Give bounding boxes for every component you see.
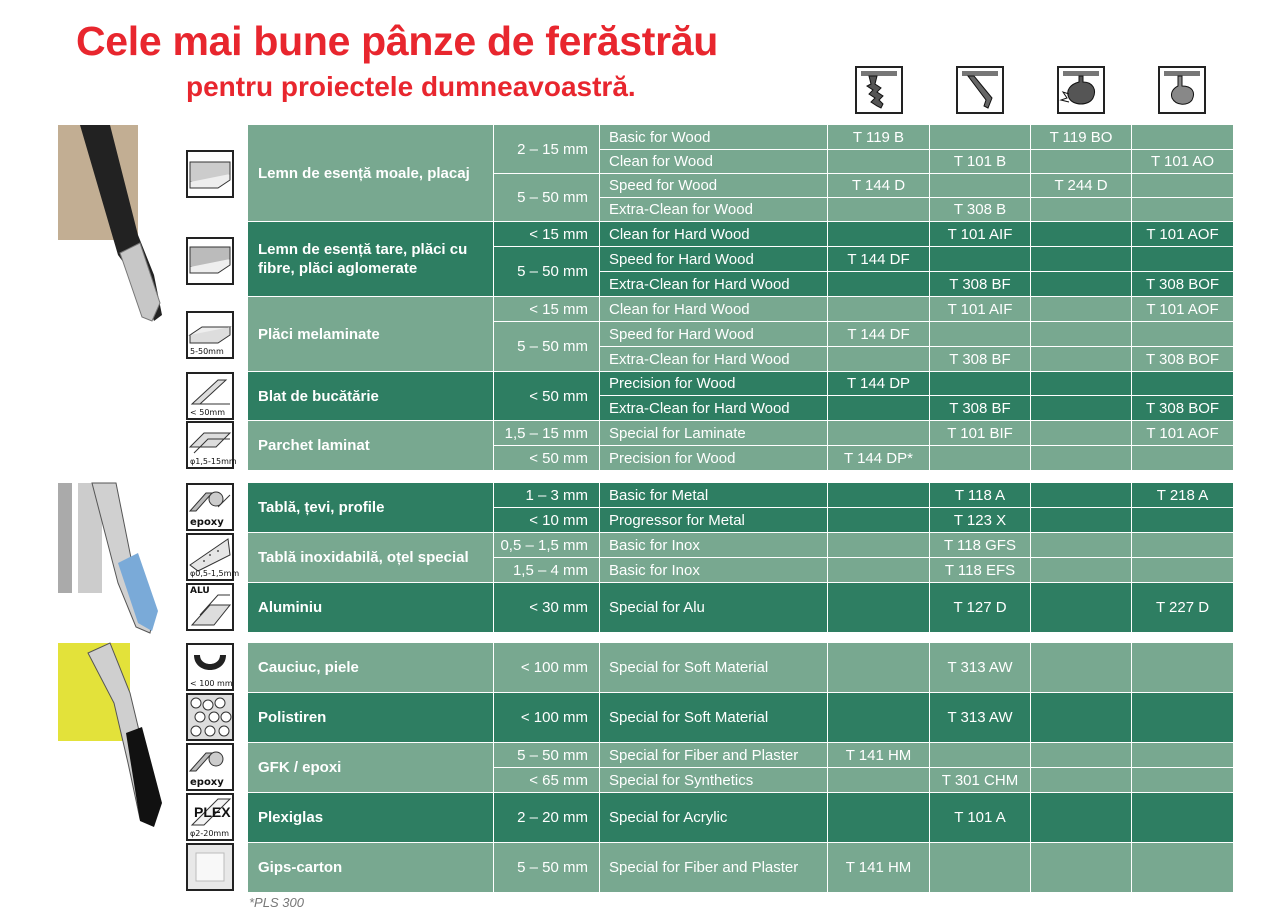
blade-code-curved-blade	[1132, 125, 1233, 150]
blade-code-curved-blade	[1132, 743, 1233, 768]
blade-code-straight-toothed-blade: T 144 DF	[828, 247, 930, 272]
blade-code-curved-blade: T 101 AO	[1132, 150, 1233, 174]
blade-code-curved-blade	[1132, 247, 1233, 272]
blade-code-curved-blade	[1132, 693, 1233, 743]
blade-code-straight-ground-blade	[930, 125, 1031, 150]
cut-depth: < 65 mm	[494, 768, 600, 793]
blade-code-wavy-set-blade	[1031, 272, 1132, 297]
laminate-flooring-icon	[186, 421, 237, 469]
blade-code-straight-ground-blade: T 101 A	[930, 793, 1031, 843]
blade-name: Precision for Wood	[600, 446, 828, 471]
material-icon-label: epoxy	[190, 517, 224, 528]
blade-code-curved-blade: T 101 AOF	[1132, 421, 1233, 446]
blade-code-straight-toothed-blade: T 144 DP*	[828, 446, 930, 471]
blade-code-straight-toothed-blade	[828, 222, 930, 247]
blade-code-curved-blade	[1132, 508, 1233, 533]
blade-code-wavy-set-blade	[1031, 508, 1132, 533]
straight-toothed-blade-icon	[855, 66, 903, 114]
softwood-board-icon	[186, 150, 234, 198]
blade-code-wavy-set-blade	[1031, 558, 1132, 583]
cut-depth: 1,5 – 15 mm	[494, 421, 600, 446]
cut-depth: 0,5 – 1,5 mm	[494, 533, 600, 558]
blade-code-wavy-set-blade: T 244 D	[1031, 174, 1132, 198]
blade-code-wavy-set-blade	[1031, 322, 1132, 347]
blade-name: Extra-Clean for Wood	[600, 198, 828, 222]
material-name: Gips-carton	[248, 843, 494, 893]
material-name: Lemn de esență moale, placaj	[248, 125, 494, 222]
blade-code-wavy-set-blade	[1031, 768, 1132, 793]
cut-depth: 1,5 – 4 mm	[494, 558, 600, 583]
blade-code-straight-ground-blade	[930, 743, 1031, 768]
blade-code-curved-blade: T 308 BOF	[1132, 396, 1233, 421]
metal-blade-photo	[58, 483, 162, 633]
blade-code-straight-ground-blade	[930, 446, 1031, 471]
blade-name: Special for Laminate	[600, 421, 828, 446]
blade-code-curved-blade: T 308 BOF	[1132, 347, 1233, 372]
cut-depth: 5 – 50 mm	[494, 174, 600, 222]
blade-name: Basic for Inox	[600, 558, 828, 583]
material-icon-label: φ1,5-15mm	[190, 457, 237, 466]
blade-code-straight-toothed-blade	[828, 421, 930, 446]
material-icon-label: 5-50mm	[190, 347, 224, 356]
blade-name: Clean for Hard Wood	[600, 297, 828, 322]
cut-depth: 2 – 15 mm	[494, 125, 600, 174]
blade-name: Speed for Hard Wood	[600, 322, 828, 347]
blade-name: Speed for Wood	[600, 174, 828, 198]
cut-depth: 5 – 50 mm	[494, 247, 600, 297]
blade-code-wavy-set-blade	[1031, 247, 1132, 272]
blade-name: Special for Fiber and Plaster	[600, 743, 828, 768]
material-name: Aluminiu	[248, 583, 494, 633]
sheet-metal-profile-icon	[186, 483, 234, 531]
blade-code-curved-blade: T 227 D	[1132, 583, 1233, 633]
blade-code-straight-toothed-blade	[828, 272, 930, 297]
blade-code-curved-blade	[1132, 643, 1233, 693]
cut-depth: 5 – 50 mm	[494, 743, 600, 768]
blade-code-straight-ground-blade	[930, 174, 1031, 198]
blade-code-straight-toothed-blade	[828, 583, 930, 633]
blade-code-straight-ground-blade: T 101 B	[930, 150, 1031, 174]
blade-code-wavy-set-blade	[1031, 533, 1132, 558]
blade-code-curved-blade	[1132, 793, 1233, 843]
cut-depth: < 100 mm	[494, 643, 600, 693]
blade-code-wavy-set-blade	[1031, 483, 1132, 508]
kitchen-worktop-icon	[186, 372, 234, 420]
blade-code-straight-toothed-blade	[828, 150, 930, 174]
blade-code-straight-toothed-blade	[828, 508, 930, 533]
footnote: *PLS 300	[249, 895, 304, 910]
aluminium-profile-icon	[186, 583, 234, 631]
straight-ground-blade-icon	[956, 66, 1004, 114]
blade-code-wavy-set-blade	[1031, 793, 1132, 843]
material-icon-label: < 50mm	[190, 408, 226, 417]
blade-code-wavy-set-blade	[1031, 446, 1132, 471]
blade-name: Special for Acrylic	[600, 793, 828, 843]
blade-name: Progressor for Metal	[600, 508, 828, 533]
blade-code-wavy-set-blade	[1031, 843, 1132, 893]
cut-depth: < 30 mm	[494, 583, 600, 633]
blade-code-straight-toothed-blade	[828, 297, 930, 322]
blade-name: Special for Alu	[600, 583, 828, 633]
blade-code-wavy-set-blade	[1031, 693, 1132, 743]
blade-code-curved-blade: T 101 AOF	[1132, 222, 1233, 247]
blade-code-straight-toothed-blade	[828, 693, 930, 743]
blade-code-curved-blade	[1132, 372, 1233, 396]
blade-code-curved-blade: T 218 A	[1132, 483, 1233, 508]
blade-code-curved-blade	[1132, 843, 1233, 893]
blade-code-straight-ground-blade: T 308 BF	[930, 396, 1031, 421]
hardwood-board-icon	[186, 237, 234, 285]
cut-depth: 2 – 20 mm	[494, 793, 600, 843]
material-name: Plăci melaminate	[248, 297, 494, 372]
blade-code-straight-toothed-blade: T 144 DF	[828, 322, 930, 347]
blade-code-curved-blade	[1132, 322, 1233, 347]
blade-name: Precision for Wood	[600, 372, 828, 396]
material-name: Lemn de esență tare, plăci cu fibre, plăci aglomerate	[248, 222, 494, 297]
blade-code-wavy-set-blade: T 119 BO	[1031, 125, 1132, 150]
blade-code-straight-ground-blade: T 127 D	[930, 583, 1031, 633]
material-name: Blat de bucătărie	[248, 372, 494, 421]
material-name: Tablă inoxidabilă, oțel special	[248, 533, 494, 583]
blade-code-curved-blade: T 101 AOF	[1132, 297, 1233, 322]
wood-blade-photo	[58, 125, 162, 321]
blade-code-straight-ground-blade: T 118 A	[930, 483, 1031, 508]
cut-depth: < 15 mm	[494, 297, 600, 322]
cut-depth: < 50 mm	[494, 372, 600, 421]
blade-code-straight-ground-blade: T 101 AIF	[930, 297, 1031, 322]
blade-code-straight-toothed-blade: T 141 HM	[828, 843, 930, 893]
blade-code-straight-toothed-blade: T 141 HM	[828, 743, 930, 768]
blade-code-curved-blade	[1132, 174, 1233, 198]
blade-code-straight-ground-blade: T 308 BF	[930, 347, 1031, 372]
soft-material-blade-photo	[58, 643, 162, 828]
blade-name: Special for Fiber and Plaster	[600, 843, 828, 893]
blade-code-wavy-set-blade	[1031, 222, 1132, 247]
blade-code-wavy-set-blade	[1031, 583, 1132, 633]
blade-code-straight-ground-blade: T 301 CHM	[930, 768, 1031, 793]
polystyrene-icon	[186, 693, 234, 741]
blade-name: Extra-Clean for Hard Wood	[600, 396, 828, 421]
blade-code-straight-ground-blade: T 313 AW	[930, 693, 1031, 743]
material-icon-label: < 100 mm	[190, 679, 233, 688]
blade-code-straight-toothed-blade	[828, 533, 930, 558]
blade-code-wavy-set-blade	[1031, 150, 1132, 174]
curved-blade-icon	[1158, 66, 1206, 114]
material-name: Tablă, țevi, profile	[248, 483, 494, 533]
blade-name: Clean for Wood	[600, 150, 828, 174]
blade-name: Extra-Clean for Hard Wood	[600, 272, 828, 297]
material-name: Polistiren	[248, 693, 494, 743]
blade-code-straight-ground-blade	[930, 372, 1031, 396]
blade-code-wavy-set-blade	[1031, 347, 1132, 372]
material-name: Cauciuc, piele	[248, 643, 494, 693]
blade-name: Basic for Wood	[600, 125, 828, 150]
rubber-leather-icon	[186, 643, 234, 691]
blade-code-wavy-set-blade	[1031, 372, 1132, 396]
svg-text:PLEX: PLEX	[194, 804, 231, 820]
blade-code-straight-ground-blade: T 118 EFS	[930, 558, 1031, 583]
blade-code-straight-toothed-blade	[828, 483, 930, 508]
blade-name: Basic for Metal	[600, 483, 828, 508]
material-icon-label: φ0,5-1,5mm	[190, 569, 240, 578]
blade-code-wavy-set-blade	[1031, 421, 1132, 446]
material-name: GFK / epoxi	[248, 743, 494, 793]
cut-depth: 5 – 50 mm	[494, 322, 600, 372]
blade-code-straight-toothed-blade: T 144 D	[828, 174, 930, 198]
blade-code-straight-toothed-blade: T 119 B	[828, 125, 930, 150]
material-icon-label: epoxy	[190, 777, 224, 788]
blade-code-straight-ground-blade	[930, 247, 1031, 272]
blade-code-straight-ground-blade: T 308 BF	[930, 272, 1031, 297]
cut-depth: 5 – 50 mm	[494, 843, 600, 893]
plexiglass-icon	[186, 793, 234, 841]
material-icon-label: φ2-20mm	[190, 829, 230, 838]
gfk-epoxy-icon	[186, 743, 234, 791]
blade-code-wavy-set-blade	[1031, 198, 1132, 222]
blade-code-wavy-set-blade	[1031, 297, 1132, 322]
blade-code-straight-toothed-blade	[828, 396, 930, 421]
blade-code-curved-blade	[1132, 768, 1233, 793]
blade-code-curved-blade	[1132, 446, 1233, 471]
blade-code-wavy-set-blade	[1031, 643, 1132, 693]
blade-name: Speed for Hard Wood	[600, 247, 828, 272]
stainless-sheet-icon	[186, 533, 240, 581]
blade-code-straight-toothed-blade	[828, 768, 930, 793]
material-name: Parchet laminat	[248, 421, 494, 471]
blade-code-curved-blade: T 308 BOF	[1132, 272, 1233, 297]
wavy-set-blade-icon	[1057, 66, 1105, 114]
blade-code-straight-ground-blade: T 101 AIF	[930, 222, 1031, 247]
blade-code-straight-toothed-blade	[828, 643, 930, 693]
cut-depth: < 50 mm	[494, 446, 600, 471]
blade-code-straight-toothed-blade: T 144 DP	[828, 372, 930, 396]
blade-code-straight-ground-blade: T 313 AW	[930, 643, 1031, 693]
blade-code-wavy-set-blade	[1031, 743, 1132, 768]
blade-code-straight-ground-blade: T 101 BIF	[930, 421, 1031, 446]
material-icon-label: ALU	[190, 586, 210, 596]
blade-code-curved-blade	[1132, 558, 1233, 583]
blade-code-straight-ground-blade: T 308 B	[930, 198, 1031, 222]
blade-name: Basic for Inox	[600, 533, 828, 558]
blade-name: Special for Soft Material	[600, 693, 828, 743]
blade-code-straight-toothed-blade	[828, 558, 930, 583]
blade-code-wavy-set-blade	[1031, 396, 1132, 421]
blade-code-straight-ground-blade	[930, 843, 1031, 893]
page-title: Cele mai bune pânze de ferăstrău	[76, 18, 719, 64]
blade-code-straight-ground-blade	[930, 322, 1031, 347]
cut-depth: < 15 mm	[494, 222, 600, 247]
blade-code-straight-toothed-blade	[828, 198, 930, 222]
blade-code-straight-ground-blade: T 123 X	[930, 508, 1031, 533]
blade-code-curved-blade	[1132, 198, 1233, 222]
cut-depth: < 100 mm	[494, 693, 600, 743]
blade-code-curved-blade	[1132, 533, 1233, 558]
page-subtitle: pentru proiectele dumneavoastră.	[186, 71, 636, 102]
blade-name: Special for Soft Material	[600, 643, 828, 693]
cut-depth: 1 – 3 mm	[494, 483, 600, 508]
cut-depth: < 10 mm	[494, 508, 600, 533]
blade-code-straight-toothed-blade	[828, 793, 930, 843]
blade-name: Special for Synthetics	[600, 768, 828, 793]
blade-name: Extra-Clean for Hard Wood	[600, 347, 828, 372]
material-name: Plexiglas	[248, 793, 494, 843]
melamine-board-icon	[186, 311, 234, 359]
blade-code-straight-toothed-blade	[828, 347, 930, 372]
blade-code-straight-ground-blade: T 118 GFS	[930, 533, 1031, 558]
plasterboard-icon	[186, 843, 234, 891]
blade-name: Clean for Hard Wood	[600, 222, 828, 247]
